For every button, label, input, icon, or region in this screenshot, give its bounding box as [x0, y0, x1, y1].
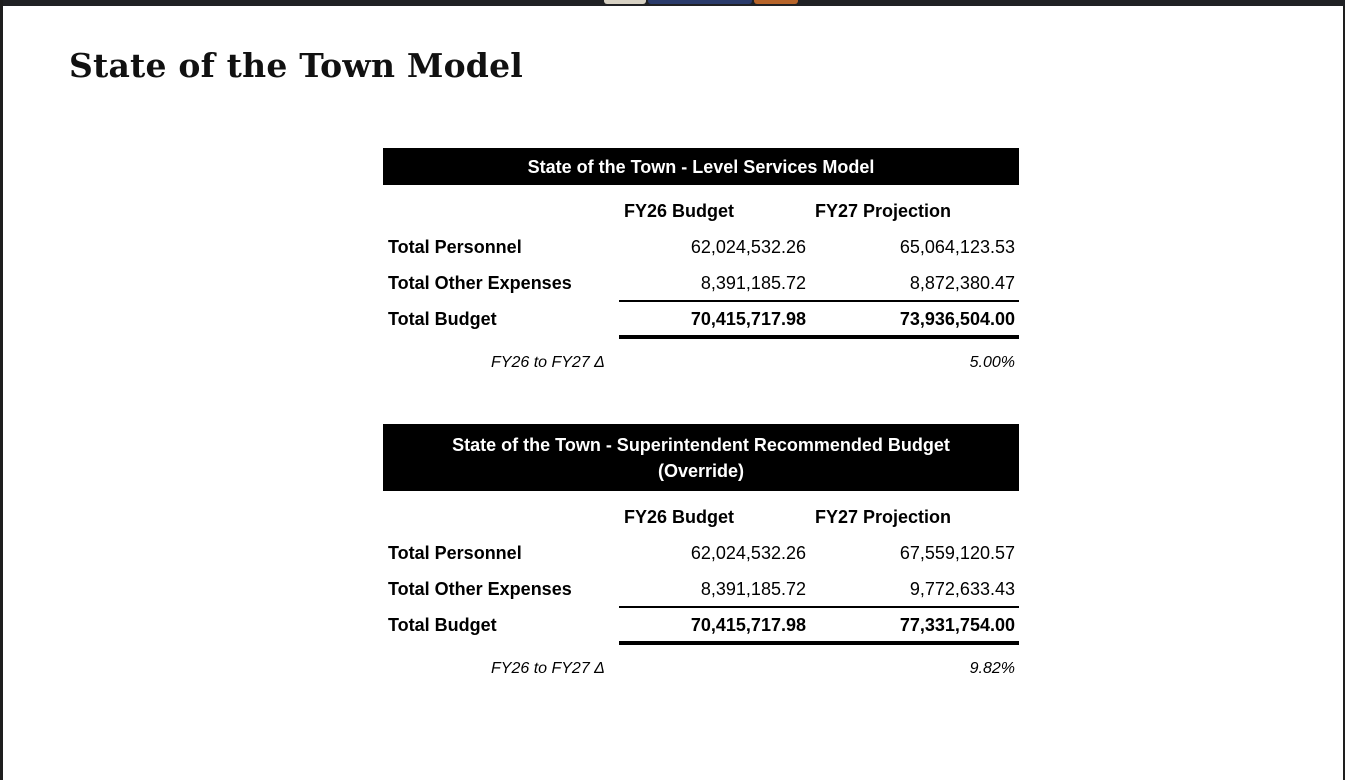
row-label: Total Other Expenses [388, 273, 572, 293]
column-header-fy27: FY27 Projection [815, 201, 952, 221]
column-header-fy26: FY26 Budget [624, 507, 735, 527]
fy27-total: 77,331,754.00 [899, 615, 1015, 635]
table-title: State of the Town - Superintendent Recommended Budget [452, 434, 950, 455]
page-title: State of the Town Model [69, 46, 524, 85]
fy27-total: 73,936,504.00 [899, 309, 1015, 329]
table-header [383, 424, 1019, 491]
fy27-value: 8,872,380.47 [909, 273, 1015, 293]
total-rule [619, 641, 1019, 645]
table-row [383, 265, 1019, 301]
column-header-fy26: FY26 Budget [624, 201, 735, 221]
level-services-table [383, 148, 1019, 371]
table-subtitle: (Override) [657, 460, 745, 481]
row-label: Total Other Expenses [388, 579, 572, 599]
fy26-total: 70,415,717.98 [690, 615, 806, 635]
table-row-total [383, 607, 1019, 643]
fy27-value: 65,064,123.53 [899, 237, 1015, 257]
fy26-value: 62,024,532.26 [690, 237, 806, 257]
fy26-total: 70,415,717.98 [690, 309, 806, 329]
total-rule [619, 335, 1019, 339]
table-title: State of the Town - Level Services Model [527, 156, 875, 177]
fy27-value: 67,559,120.57 [899, 543, 1015, 563]
table-row [383, 229, 1019, 265]
table-row [383, 535, 1019, 571]
fy27-value: 9,772,633.43 [909, 579, 1015, 599]
slide [3, 6, 1343, 780]
thumbnail-strip [648, 0, 752, 4]
column-header-row [383, 499, 1019, 535]
row-label: Total Budget [388, 615, 497, 635]
row-label: Total Personnel [388, 543, 522, 563]
delta-value: 5.00% [969, 354, 1015, 371]
superintendent-recommended-table [383, 424, 1019, 677]
table-row [383, 571, 1019, 607]
fy26-value: 8,391,185.72 [700, 579, 806, 599]
column-header-fy27: FY27 Projection [815, 507, 952, 527]
row-label: Total Personnel [388, 237, 522, 257]
delta-label: FY26 to FY27 Δ [491, 354, 605, 371]
thumbnail-strip [604, 0, 646, 4]
delta-value: 9.82% [969, 660, 1015, 677]
thumbnail-strip [754, 0, 798, 4]
fy26-value: 8,391,185.72 [700, 273, 806, 293]
table-row-total [383, 301, 1019, 337]
fy26-value: 62,024,532.26 [690, 543, 806, 563]
delta-label: FY26 to FY27 Δ [491, 660, 605, 677]
table-header [383, 148, 1019, 185]
column-header-row [383, 193, 1019, 229]
row-label: Total Budget [388, 309, 497, 329]
